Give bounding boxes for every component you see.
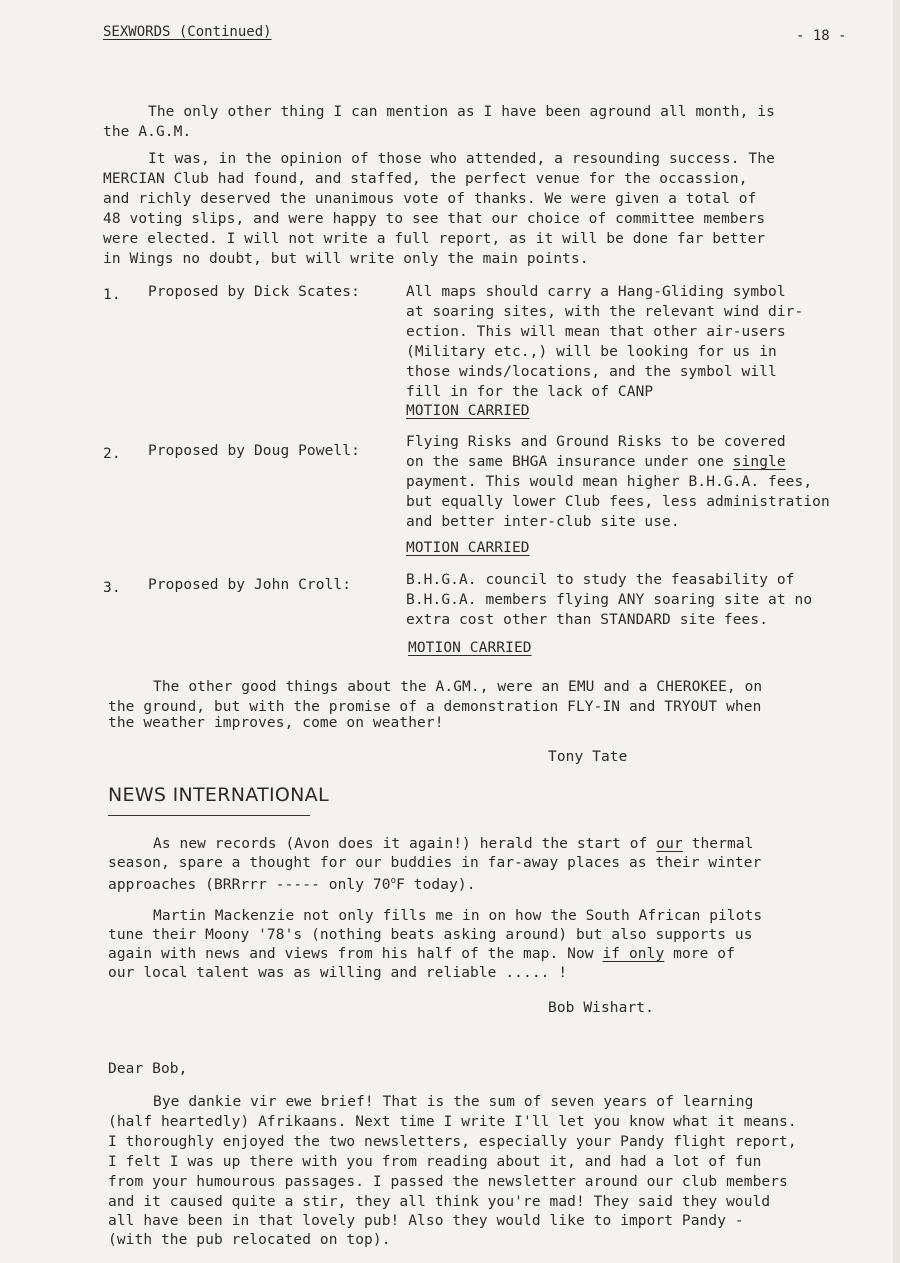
motion-3-line-3: extra cost other than STANDARD site fees.: [406, 612, 769, 628]
news-para1-line-1: [153, 834, 753, 855]
motion-1-line-6: fill in for the lack of CANP: [406, 384, 654, 400]
agm-line-6: in Wings no doubt, but will write only the main points.: [103, 251, 589, 267]
motion-3-line-1: B.H.G.A. council to study the feasability of: [406, 572, 795, 588]
news-para2-line-1: Martin Mackenzie not only fills me in on how the South African pilots: [153, 908, 763, 924]
closing-line-2: the ground, but with the promise of a demonstration FLY-IN and TRYOUT when: [108, 699, 762, 715]
motion-2-line-2: [406, 452, 786, 473]
closing-line-3: the weather improves, come on weather!: [108, 715, 444, 731]
motion-1-line-4: (Military etc.,) will be looking for us in: [406, 344, 777, 360]
news-para1-text-d: F today).: [396, 876, 476, 893]
motion-2-line-5: and better inter-club site use.: [406, 514, 680, 530]
news-para1-line-3: [108, 871, 476, 896]
motion-2-emphasis: single: [732, 454, 786, 470]
intro-line-2: the A.G.M.: [103, 124, 192, 140]
motion-3-line-2: B.H.G.A. members flying ANY soaring site at no: [406, 592, 813, 608]
letter-line-2: (half heartedly) Afrikaans. Next time I write I'll let you know what it means.: [108, 1114, 797, 1130]
letter-line-5: from your humourous passages. I passed the newsletter around our club members: [108, 1174, 788, 1190]
degree-mark: o: [390, 876, 397, 886]
news-para2-text-a: again with news and views from his half of the map. Now: [108, 946, 603, 962]
closing-line-1: The other good things about the A.GM., were an EMU and a CHEROKEE, on: [153, 679, 763, 695]
motion-1-result: MOTION CARRIED: [406, 403, 530, 419]
motion-1-number: 1.: [103, 287, 121, 303]
agm-line-4: 48 voting slips, and were happy to see that our choice of committee members: [103, 211, 766, 227]
news-para1-text-b: thermal: [682, 836, 754, 852]
motion-3-proposer: Proposed by John Croll:: [148, 577, 352, 593]
motion-3-result: MOTION CARRIED: [408, 640, 532, 656]
signature-bob-wishart: Bob Wishart.: [548, 1000, 654, 1016]
news-para1-text-c: approaches (BRRrrr ----- only 70: [108, 876, 391, 893]
motion-2-result: MOTION CARRIED: [406, 540, 530, 556]
news-para2-line-3: [108, 944, 735, 965]
news-para1-line-2: season, spare a thought for our buddies in far-away places as their winter: [108, 855, 762, 871]
agm-line-2: MERCIAN Club had found, and staffed, the perfect venue for the occassion,: [103, 171, 748, 187]
motion-1-line-1: All maps should carry a Hang-Gliding symbol: [406, 284, 786, 300]
signature-tony-tate: Tony Tate: [548, 749, 628, 765]
page-number: - 18 -: [796, 28, 847, 44]
intro-line-1: The only other thing I can mention as I have been aground all month, is: [148, 104, 775, 120]
agm-line-1: It was, in the opinion of those who attended, a resounding success. The: [148, 151, 775, 167]
letter-line-7: all have been in that lovely pub! Also they would like to import Pandy -: [108, 1213, 744, 1229]
page-edge: [893, 0, 900, 1263]
letter-line-6: and it caused quite a stir, they all think you're mad! They said they would: [108, 1194, 771, 1210]
motion-2-line-1: Flying Risks and Ground Risks to be covered: [406, 434, 786, 450]
motion-2-number: 2.: [103, 446, 121, 462]
motion-1-line-5: those winds/locations, and the symbol will: [406, 364, 777, 380]
motion-1-line-2: at soaring sites, with the relevant wind dir-: [406, 304, 804, 320]
motion-2-line-4: but equally lower Club fees, less administration: [406, 494, 830, 510]
section-heading-news-international: NEWS INTERNATIONAL: [108, 784, 329, 806]
letter-line-8: (with the pub relocated on top).: [108, 1232, 391, 1248]
motion-1-line-3: ection. This will mean that other air-users: [406, 324, 786, 340]
motion-2-proposer: Proposed by Doug Powell:: [148, 443, 360, 459]
news-para1-emphasis: our: [656, 836, 683, 852]
motion-3-number: 3.: [103, 580, 121, 596]
motion-2-line-3: payment. This would mean higher B.H.G.A. fees,: [406, 474, 813, 490]
motion-1-proposer: Proposed by Dick Scates:: [148, 284, 360, 300]
news-para2-emphasis: if only: [602, 946, 665, 962]
motion-2-line-2-text: on the same BHGA insurance under one: [406, 454, 733, 470]
letter-line-4: I felt I was up there with you from reading about it, and had a lot of fun: [108, 1154, 762, 1170]
news-para1-text-a: As new records (Avon does it again!) herald the start of: [153, 836, 657, 852]
news-para2-text-b: more of: [664, 946, 735, 962]
letter-line-3: I thoroughly enjoyed the two newsletters, especially your Pandy flight report,: [108, 1134, 797, 1150]
news-para2-line-4: our local talent was as willing and reliable ..... !: [108, 965, 568, 981]
news-para2-line-2: tune their Moony '78's (nothing beats asking around) but also supports us: [108, 927, 753, 943]
agm-line-5: were elected. I will not write a full report, as it will be done far better: [103, 231, 766, 247]
heading-rule: [108, 815, 310, 816]
agm-line-3: and richly deserved the unanimous vote of thanks. We were given a total of: [103, 191, 757, 207]
letter-line-1: Bye dankie vir ewe brief! That is the sum of seven years of learning: [153, 1094, 754, 1110]
letter-salutation: Dear Bob,: [108, 1061, 188, 1077]
running-header: SEXWORDS (Continued): [103, 24, 272, 40]
